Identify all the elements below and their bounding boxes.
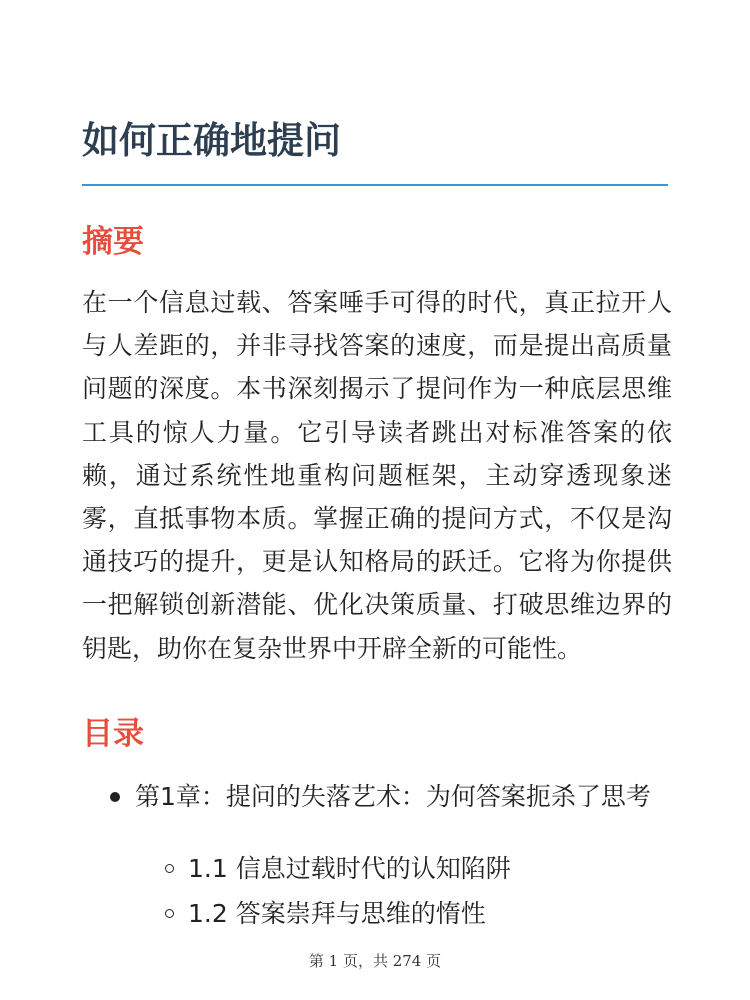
bullet-circle-icon [165,909,174,918]
toc-chapter-1[interactable] [0,778,675,934]
bullet-circle-icon [165,864,174,873]
abstract-heading: 摘要 [82,224,144,260]
bullet-disc-icon [110,792,120,802]
toc-heading: 目录 [82,716,144,752]
abstract-paragraph: 在一个信息过载、答案唾手可得的时代，真正拉开人与人差距的，并非寻找答案的速度，而是提出高质量问题的深度。本书深刻揭示了提问作为一种底层思维工具的惊人力量。它引导读者跳出对标准答案的依赖，通过系统性地重构问题框架，主动穿透现象迷雾，直抵事物本质。掌握正确的提问方式，不仅是沟通技巧的提升，更是认知格局的跃迁。它将为你提供一把解锁创新潜能、优化决策质量、打破思维边界的钥匙，助你在复杂世界中开辟全新的可能性。 [82,288,672,663]
page-indicator: 第 1 页，共 274 页 [308,952,442,970]
document-title: 如何正确地提问 [82,119,341,162]
toc-section-1-1[interactable] [0,849,688,889]
toc-section-1-2[interactable] [0,894,688,934]
toc-section-label: 1.1 信息过载时代的认知陷阱 [188,854,511,883]
toc-list [0,778,750,939]
toc-section-label: 1.2 答案崇拜与思维的惰性 [188,899,486,928]
toc-sub-list [135,849,675,934]
toc-chapter-label: 第1章：提问的失落艺术：为何答案扼杀了思考 [135,782,651,811]
title-divider [82,184,668,186]
